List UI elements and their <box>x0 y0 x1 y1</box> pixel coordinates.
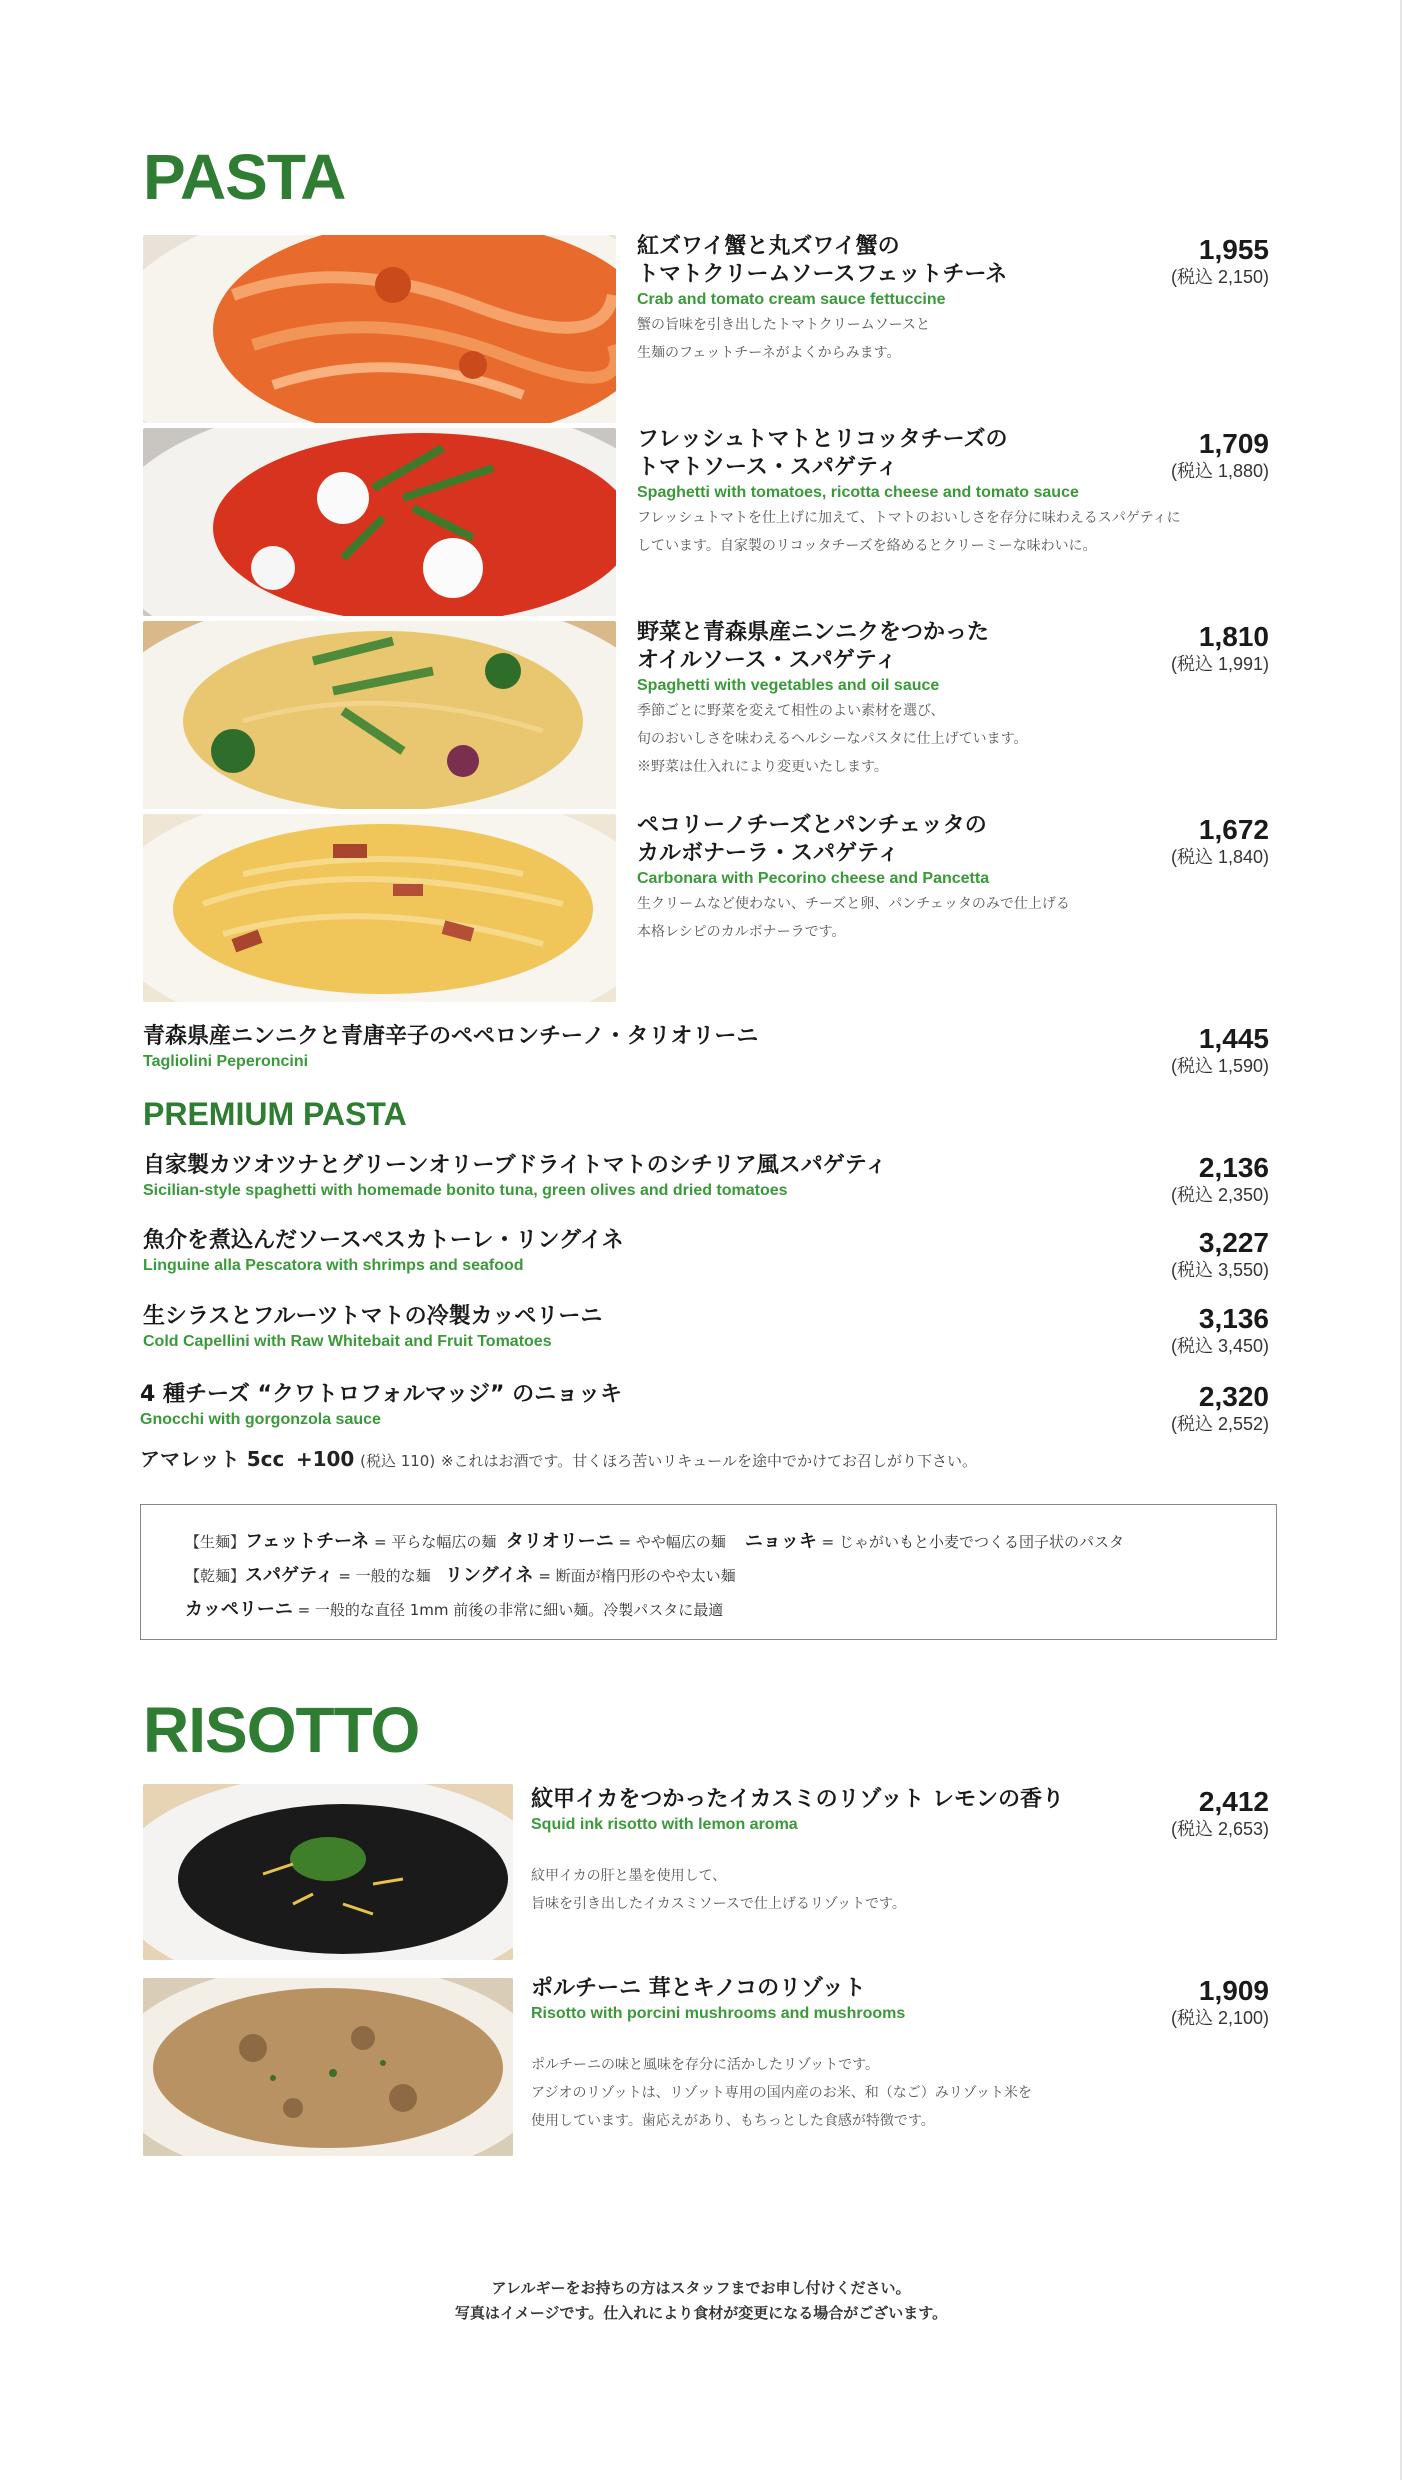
item-name-en: Crab and tomato cream sauce fettuccine <box>637 291 946 308</box>
price: 1,672 <box>1198 814 1269 845</box>
porcini-risotto-photo <box>143 1978 513 2156</box>
price: 2,320 <box>1198 1381 1269 1412</box>
pasta-item-4-price <box>1109 814 1269 868</box>
tax-price: (税込 2,552) <box>1170 1414 1269 1434</box>
item-name-jp: 魚介を煮込んだソースペスカトーレ・リングイネ <box>143 1228 624 1253</box>
price: 1,955 <box>1198 234 1269 265</box>
tax-price: (税込 3,450) <box>1170 1336 1269 1356</box>
item-description: 蟹の旨味を引き出したトマトクリームソースと 生麺のフェットチーネがよくからみます。 <box>637 317 931 361</box>
risotto-section-title: RISOTTO <box>143 1694 420 1766</box>
tax-price: (税込 2,653) <box>1170 1819 1269 1839</box>
crab-fettuccine-photo <box>143 235 616 423</box>
tax-price: (税込 1,840) <box>1170 847 1269 867</box>
footer-line-allergy: アレルギーをお持ちの方はスタッフまでお申し付けください。 <box>491 2279 911 2297</box>
item-description: フレッシュトマトを仕上げに加えて、トマトのおいしさを存分に味わえるスパゲティに しています。自家製のリコッタチーズを絡めるとクリーミーな味わいに。 <box>637 510 1181 554</box>
item-name-jp: 自家製カツオツナとグリーンオリーブドライトマトのシチリア風スパゲティ <box>143 1153 888 1178</box>
item-description: 季節ごとに野菜を変えて相性のよい素材を選び、 旬のおいしさを味わえるヘルシーなパスタに仕上げています。 ※野菜は仕入れにより変更いたします。 <box>637 703 1028 775</box>
item-name-jp: ポルチーニ 茸とキノコのリゾット <box>531 1976 866 2001</box>
item-name-en: Linguine alla Pescatora with shrimps and seafood <box>143 1257 524 1274</box>
item-name-jp: カルボナーラ・スパゲティ <box>637 841 900 866</box>
price: 2,136 <box>1198 1152 1269 1183</box>
premium-item-2 <box>143 1227 624 1277</box>
item-name-jp: 野菜と青森県産ニンニクをつかった <box>637 620 990 645</box>
item-name-en: Spaghetti with vegetables and oil sauce <box>637 677 940 694</box>
item-name-en: Squid ink risotto with lemon aroma <box>531 1816 798 1833</box>
squid-ink-risotto-photo <box>143 1784 513 1960</box>
glossary-row-dry: 【乾麺】スパゲティ = 一般的な麺 リングイネ = 断面が楕円形のやや太い麺 <box>185 1565 736 1586</box>
item-name-en: Spaghetti with tomatoes, ricotta cheese and tomato sauce <box>637 484 1079 501</box>
vegetable-spaghetti-photo <box>143 621 616 809</box>
tax-price: (税込 3,550) <box>1170 1260 1269 1280</box>
allergy-footer-note <box>0 2276 1402 2326</box>
amaretto-note: ※これはお酒です。甘くほろ苦いリキュールを途中でかけてお召しがり下さい。 <box>440 1452 978 1470</box>
premium-item-3-price <box>1109 1303 1269 1357</box>
price: 1,709 <box>1198 428 1269 459</box>
price: 3,136 <box>1198 1303 1269 1334</box>
tomato-ricotta-photo <box>143 428 616 616</box>
tax-price: (税込 2,100) <box>1170 2008 1269 2028</box>
premium-item-4-price <box>1109 1381 1269 1435</box>
premium-item-2-price <box>1109 1227 1269 1281</box>
pasta-item-2 <box>637 426 1181 560</box>
item-name-jp: トマトクリームソースフェットチーネ <box>637 262 1008 287</box>
risotto-item-2 <box>531 1975 1032 2135</box>
item-name-jp: 紅ズワイ蟹と丸ズワイ蟹の <box>637 234 900 259</box>
pasta-item-3-price <box>1109 621 1269 675</box>
pasta-item-1-price <box>1109 234 1269 288</box>
footer-line-photo-disclaimer: 写真はイメージです。仕入れにより食材が変更になる場合がございます。 <box>454 2304 948 2322</box>
item-description: ポルチーニの味と風味を存分に活かしたリゾットです。 アジオのリゾットは、リゾット専用の国内産のお米、和（なご）みリゾット米を 使用しています。歯応えがあり、もちっとした食感が特徴です。 <box>531 2057 1032 2129</box>
risotto-item-2-price <box>1109 1975 1269 2029</box>
premium-item-3 <box>143 1303 602 1353</box>
item-name-jp: ペコリーノチーズとパンチェッタの <box>637 813 987 838</box>
item-name-en: Carbonara with Pecorino cheese and Pancetta <box>637 870 990 887</box>
amaretto-price: +100 <box>295 1447 355 1471</box>
item-name-jp: フレッシュトマトとリコッタチーズの <box>637 427 1008 452</box>
item-name-jp: 4 種チーズ “クワトロフォルマッジ” のニョッキ <box>140 1382 623 1407</box>
premium-item-1-price <box>1109 1152 1269 1206</box>
risotto-item-1 <box>531 1786 1064 1918</box>
premium-item-4 <box>140 1381 622 1431</box>
risotto-item-1-price <box>1109 1786 1269 1840</box>
premium-pasta-title: PREMIUM PASTA <box>143 1096 407 1132</box>
carbonara-photo <box>143 814 616 1002</box>
item-name-en: Cold Capellini with Raw Whitebait and Fruit Tomatoes <box>143 1333 552 1350</box>
price: 2,412 <box>1198 1786 1269 1817</box>
item-description: 紋甲イカの肝と墨を使用して、 旨味を引き出したイカスミソースで仕上げるリゾットです。 <box>531 1868 906 1912</box>
pasta-item-3 <box>637 619 1028 781</box>
pasta-item-1 <box>637 233 1007 367</box>
pasta-item-2-price <box>1109 428 1269 482</box>
item-name-jp: 青森県産ニンニクと青唐辛子のペペロンチーノ・タリオリーニ <box>143 1024 759 1049</box>
item-name-jp: トマトソース・スパゲティ <box>637 455 899 480</box>
pasta-simple-item-price <box>1109 1023 1269 1077</box>
item-name-en: Tagliolini Peperoncini <box>143 1053 309 1070</box>
tax-price: (税込 1,991) <box>1170 654 1269 674</box>
price: 1,445 <box>1198 1023 1269 1054</box>
pasta-section-title: PASTA <box>143 141 346 213</box>
tax-price: (税込 1,880) <box>1170 461 1269 481</box>
noodle-glossary-box <box>140 1504 1277 1640</box>
item-name-jp: 紋甲イカをつかったイカスミのリゾット レモンの香り <box>531 1787 1065 1812</box>
amaretto-option <box>140 1443 977 1472</box>
item-description: 生クリームなど使わない、チーズと卵、パンチェッタのみで仕上げる 本格レシピのカルボナーラです。 <box>637 896 1070 940</box>
pasta-simple-item <box>143 1023 758 1073</box>
glossary-row-fresh: 【生麺】フェットチーネ = 平らな幅広の麺 タリオリーニ = やや幅広の麺 ニョッキ = じゃがいもと小麦でつくる団子状のパスタ <box>185 1531 1124 1552</box>
item-name-en: Sicilian-style spaghetti with homemade bonito tuna, green olives and dried tomatoes <box>143 1182 788 1199</box>
price: 1,909 <box>1198 1975 1269 2006</box>
pasta-item-4 <box>637 812 1070 946</box>
amaretto-name: アマレット 5cc <box>140 1447 285 1471</box>
price: 3,227 <box>1198 1227 1269 1258</box>
item-name-en: Risotto with porcini mushrooms and mushrooms <box>531 2005 906 2022</box>
glossary-row-capellini: カッペリーニ = 一般的な直径 1mm 前後の非常に細い麺。冷製パスタに最適 <box>185 1599 724 1620</box>
item-name-en: Gnocchi with gorgonzola sauce <box>140 1411 381 1428</box>
premium-item-1 <box>143 1152 887 1202</box>
price: 1,810 <box>1198 621 1269 652</box>
tax-price: (税込 1,590) <box>1170 1056 1269 1076</box>
tax-price: (税込 2,350) <box>1170 1185 1269 1205</box>
tax-price: (税込 2,150) <box>1170 267 1269 287</box>
amaretto-tax: (税込 110) <box>360 1452 436 1470</box>
item-name-jp: 生シラスとフルーツトマトの冷製カッペリーニ <box>143 1304 603 1329</box>
item-name-jp: オイルソース・スパゲティ <box>637 648 898 673</box>
